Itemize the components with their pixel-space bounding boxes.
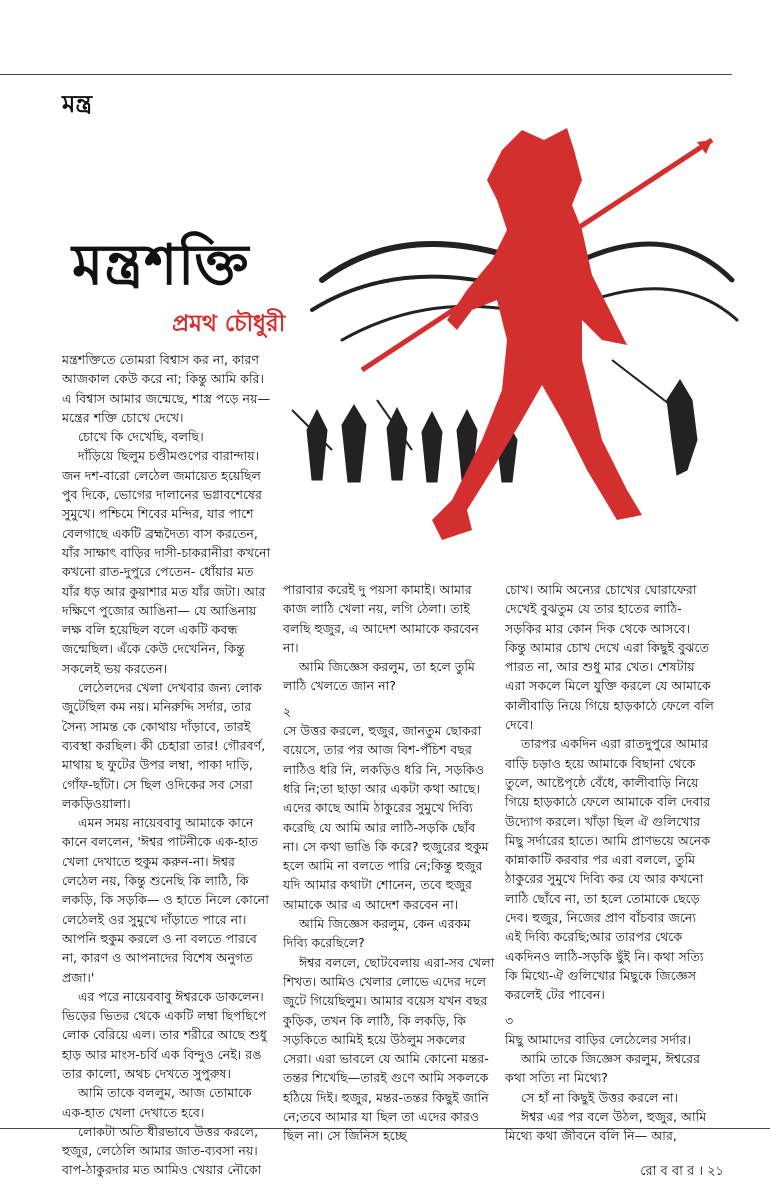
bottom-rule (0, 1128, 770, 1129)
paragraph: এর পরে নায়েববাবু ঈশ্বরকে ডাকলেন। ভিড়ের ভিতর থেকে একটি লম্বা ছিপছিপে লোক বেরিয়ে এল। তার শরীরে আছে শুধু হাড় আর মাংস-চর্বি এক বিন্দুও নেই। রঙ তার কালো, অথচ দেখতে সুপুরুষ। (62, 988, 267, 1081)
section-label: মন্ত্র (62, 90, 92, 118)
paragraph: মন্ত্রশক্তিতে তোমরা বিশ্বাস কর না, কারণ আজকাল কেউ করে না; কিন্তু আমি করি। এ বিশ্বাস আমার জন্মেছে, শাস্ত্র পড়ে নয়— মন্ত্রের শক্তি চোখে দেখে। (62, 352, 271, 425)
paragraph: সে উত্তর করলে, হুজুর, জানতুম ছোকরা বয়েসে, তার পর আজ বিশ-পঁচিশ বছর লাঠিও ধরি নি, লকড়িও ধরি নি, সড়কিও ধরি নি;তা ছাড়া আর একটা কথা আছে। এদের কাছে আমি ঠাকুরের সুমুখে দিব্যি করেছি যে আমি আর লাঠি-সড়কি ছোঁব না। সে কথা ভাঙি কি করে? হুজুরের হুকুম হলে আমি না বলতে পারি নে;কিন্তু হুজুর যদি আমার কথাটা শোনেন, তবে হুজুর আমাকে আর এ আদেশ করবেন না। (283, 723, 489, 912)
paragraph: পারাবার করেই দু পয়সা কামাই। আমার কাজ লাঠি খেলা নয়, লগি ঠেলা। তাই বলছি হুজুর, এ আদেশ আমাকে করবেন না। (283, 582, 479, 655)
paragraph: ঈশ্বর বললে, ছোটবেলায় এরা-সব খেলা শিখত। আমিও খেলার লোভে এদের দলে জুটে গিয়েছিলুম। আমার বয়েস যখন বছর কুড়িক, তখন কি লাঠি, কি লকড়ি, কি সড়কিতে আমিই হয়ে উঠলুম সকলের সেরা। এরা ভাবলে যে আমি কোনো মন্তর-তন্তর শিখেছি—তারই গুণে আমি সকলকে হঠিয়ে দিই। হুজুর, মন্তর-তন্তর কিছুই জানি নে;তবে আমার যা ছিল তা এদের কারও ছিল না। সে জিনিস হচ্ছে (283, 954, 495, 1144)
paragraph: আমি জিজ্ঞেস করলুম, কেন এরকম দিব্যি করেছিলে? (283, 916, 471, 951)
paragraph: দাঁড়িয়ে ছিলুম চণ্ডীমণ্ডপের বারান্দায়। জন দশ-বারো লেঠেল জমায়েত হয়েছিল পুব দিকে, ভোগের দালানের ভগ্নাবশেষের সুমুখে। পশ্চিমে শিবের মন্দির, যার পাশে বেলগাছে একটি ব্রহ্মদৈত্য বাস করতেন, যাঁর সাক্ষাৎ বাড়ির দাসী-চাকরানীরা কখনো কখনো রাত-দুপুরে পেতেন- ধোঁয়ার মত যাঁর ধড় আর কুয়াশার মত যাঁর জটা। আর দক্ষিণে পুজোর আঙিনা— যে আঙিনায় লক্ষ বলি হয়েছিল বলে একটি কবন্ধ জন্মেছিল। এঁকে কেউ দেখেনিন, কিন্তু সকলেই ভয় করতেন। (62, 448, 271, 676)
paragraph: তারপর একদিন এরা রাতদুপুরে আমার বাড়ি চড়াও হয়ে আমাকে বিছানা থেকে তুলে, আষ্টেপৃষ্ঠে বেঁধে, কালীবাড়ি নিয়ে গিয়ে হাড়কাঠে ফেলে আমাকে বলি দেবার উদ্যোগ করলে। খাঁড়া ছিল ঐ গুলিখোর মিছু সর্দারের হাতে। আমি প্রাণভয়ে অনেক কান্নাকাটি করবার পর এরা বললে, তুমি ঠাকুরের সুমুখে দিব্যি কর যে আর কখনো লাঠি ছোঁবে না, তা হলে তোমাকে ছেড়ে দেব। হুজুর, নিজের প্রাণ বাঁচবার জন্যে এই দিব্যি করেছি;আর তারপর থেকে একদিনও লাঠি-সড়কি ছুঁই নি। কথা সত্যি কি মিথ্যে-ঐ গুলিখোর মিছুকে জিজ্ঞেস করলেই টের পাবেন। (505, 736, 711, 1003)
paragraph: লোকটা অতি ধীরভাবে উত্তর করলে, হুজুর, লেঠেলি আমার জাত-ব্যবসা নয়। বাপ-ঠাকুরদার মত আমিও খেয়ার নৌকো (62, 1123, 262, 1178)
article-author: প্রমথ চৌধুরী (172, 311, 286, 337)
paragraph: আমি তাকে জিজ্ঞেস করলুম, ঈশ্বরের কথা সত্যি না মিথ্যে? (505, 1051, 701, 1086)
paragraph: আমি তাকে বললুম, আজ তোমাকে এক-হাত খেলা দেখাতে হবে। (62, 1085, 252, 1120)
paragraph: সে হাঁ না কিছুই উত্তর করলে না। (521, 1089, 679, 1105)
red-warrior (432, 128, 642, 540)
paragraph: আমি জিজ্ঞেস করলুম, তা হলে তুমি লাঠি খেলতে জান না? (283, 659, 475, 694)
paragraph: চোখ। আমি অন্যের চোখের ঘোরাফেরা দেখেই বুঝতুম যে তার হাতের লাঠি-সড়কির মার কোন দিক থেকে আসবে। কিন্তু আমার চোখ দেখে এরা কিছুই বুঝতে পারত না, আর শুধু মার খেত। শেষটায় এরা সকলে মিলে যুক্তি করলে যে আমাকে কালীবাড়ি নিয়ে গিয়ে হাড়কাঠে ফেলে বলি দেবে। (505, 582, 714, 733)
paragraph: চোখে কি দেখেছি, বলছি। (78, 429, 204, 445)
section-number: ৩ (505, 1012, 514, 1028)
text-column-3 (505, 580, 715, 1146)
text-column-1 (62, 350, 274, 1180)
page-footer: রো ব বা র । ২১ (640, 1164, 724, 1179)
top-rule (0, 74, 732, 75)
text-column-2 (283, 580, 495, 1146)
warrior-illustration (282, 110, 752, 580)
paragraph: এমন সময় নায়েববাবু আমাকে কানে কানে বললেন, 'ঈশ্বর পাটনীকে এক-হাত খেলা দেখাতে হুকুম করুন-না। ঈশ্বর লেঠেল নয়, কিন্তু শুনেছি কি লাঠি, কি লকড়ি, কি সড়কি— ও হাতে নিলে কোনো লেঠেলই ওর সুমুখে দাঁড়াতে পারে না। আপনি হুকুম করলে ও না বলতে পারবে না, কারণ ও আপনাদের বিশেষ অনুগত প্রজা।' (62, 815, 269, 985)
paragraph: মিছু আমাদের বাড়ির লেঠেলের সর্দার। (505, 1031, 692, 1047)
paragraph: ঈশ্বর এর পর বলে উঠল, হুজুর, আমি মিথ্যে কথা জীবনে বলি নি— আর, (505, 1109, 707, 1144)
paragraph: লেঠেলদের খেলা দেখবার জন্য লোক জুটেছিল কম নয়। মনিরুদ্দি সর্দার, তার সৈন্য সামন্ত কে কোথায় দাঁড়াবে, তারই ব্যবস্থা করছিল। কী চেহারা তার! গৌরবর্ণ, মাথায় ছ ফুটের উপর লম্বা, পাকা দাড়ি, গোঁফ-ছাঁটা। সে ছিল ওদিকের সব সেরা লকড়িওয়ালা। (62, 680, 266, 811)
article-title: মন্ত্রশক্তি (72, 233, 250, 298)
section-number: ২ (283, 703, 292, 719)
